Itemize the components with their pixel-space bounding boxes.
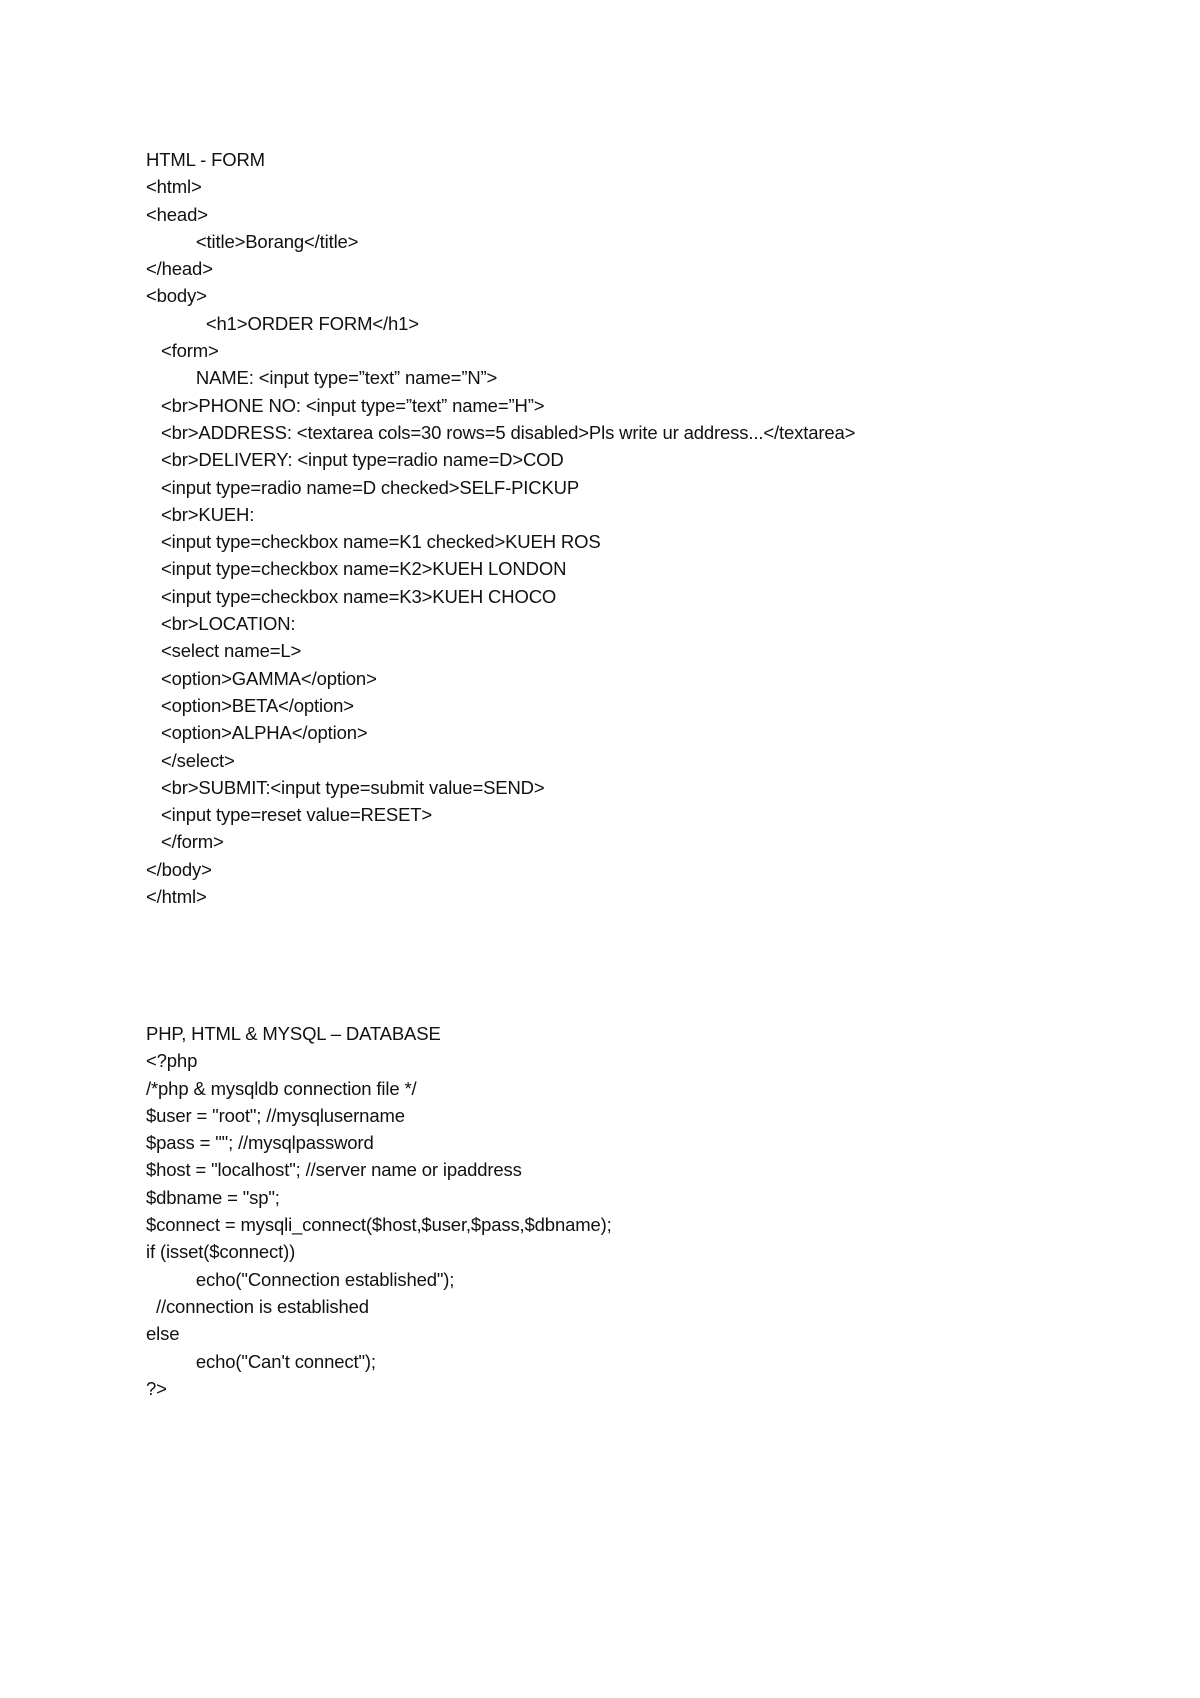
code-line: NAME: <input type=”text” name=”N”> [146,367,498,389]
code-line: <option>ALPHA</option> [146,722,368,744]
code-line: <html> [146,176,202,198]
code-line: <option>GAMMA</option> [146,667,377,689]
code-line: <input type=checkbox name=K1 checked>KUEH ROS [146,531,601,553]
code-line: //connection is established [146,1295,369,1317]
code-line: $connect = mysqli_connect($host,$user,$pass,$dbname); [146,1214,612,1236]
code-line: <?php [146,1050,198,1072]
code-line: <br>KUEH: [146,503,255,525]
code-line: <form> [146,340,219,362]
code-line: ?> [146,1377,167,1399]
code-line: <input type=checkbox name=K3>KUEH CHOCO [146,585,557,607]
code-line: <option>BETA</option> [146,694,354,716]
code-line: <head> [146,203,208,225]
code-line: /*php & mysqldb connection file */ [146,1077,417,1099]
php-database-section [146,1020,612,1402]
code-line: <title>Borang</title> [146,230,359,252]
code-line: if (isset($connect)) [146,1241,296,1263]
section-heading: PHP, HTML & MYSQL – DATABASE [146,1023,441,1044]
code-line: else [146,1323,180,1345]
code-line: <select name=L> [146,640,302,662]
code-line: </body> [146,858,212,880]
code-line: <br>LOCATION: [146,613,296,635]
code-line: </head> [146,258,213,280]
code-line: </html> [146,886,207,908]
code-line: <input type=checkbox name=K2>KUEH LONDON [146,558,567,580]
code-line: $dbname = "sp"; [146,1186,280,1208]
code-line: <input type=reset value=RESET> [146,804,433,826]
code-line: <br>DELIVERY: <input type=radio name=D>COD [146,449,564,471]
code-line: <br>PHONE NO: <input type=”text” name=”H”> [146,394,545,416]
code-line: $pass = ""; //mysqlpassword [146,1132,374,1154]
code-line: <br>SUBMIT:<input type=submit value=SEND> [146,776,545,798]
code-line: $host = "localhost"; //server name or ipaddress [146,1159,522,1181]
code-line: </select> [146,749,235,771]
code-line: </form> [146,831,224,853]
code-line: <br>ADDRESS: <textarea cols=30 rows=5 disabled>Pls write ur address...</textarea> [146,421,856,443]
code-line: $user = "root"; //mysqlusername [146,1104,405,1126]
code-line: echo("Can't connect"); [146,1350,376,1372]
code-line: <input type=radio name=D checked>SELF-PICKUP [146,476,580,498]
section-heading: HTML - FORM [146,149,265,170]
code-line: echo("Connection established"); [146,1268,455,1290]
code-line: <h1>ORDER FORM</h1> [146,312,419,334]
html-form-section [146,146,855,910]
code-line: <body> [146,285,207,307]
